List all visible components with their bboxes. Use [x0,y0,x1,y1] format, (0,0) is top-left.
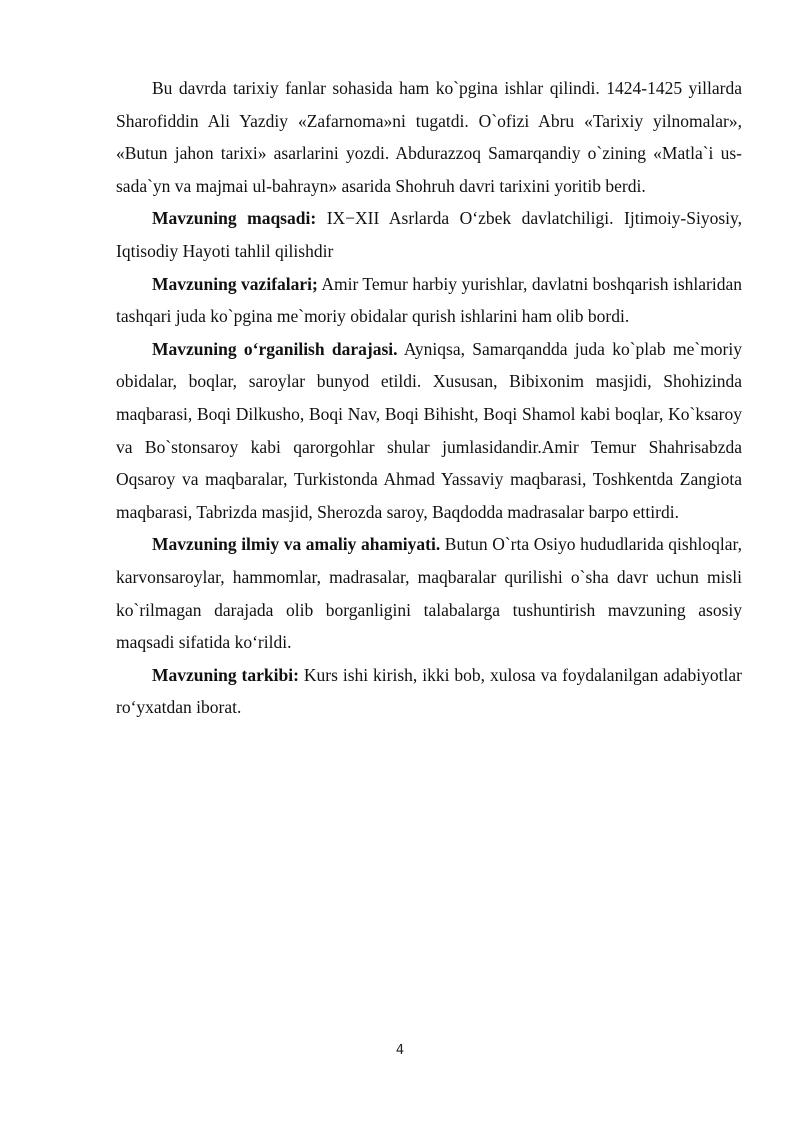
paragraph-heading: Mavzuning o‘rganilish darajasi. [152,338,398,359]
paragraph-text: Amir Temur harbiy yurishlar, davlatni boshqarish ishlaridan tashqari juda ko`pgina me`moriy obidalar qurish ishlarini ham olib bordi. [116,273,742,327]
page-body [116,72,742,724]
paragraph-text: Ayniqsa, Samarqandda juda ko`plab me`moriy obidalar, boqlar, saroylar bunyod etildi. Xususan, Bibixonim masjidi, Shohizinda maqbarasi, Boqi Dilkusho, Boqi Nav, Boqi Bihisht, Boqi Shamol kabi boqlar, Ko`ksaroy va Bo`stonsaroy kabi qarorgohlar shular jumlasidandir.Amir Temur Shahrisabzda Oqsaroy va maqbaralar, Turkistonda Ahmad Yassaviy maqbarasi, Toshkentda Zangiota maqbarasi, Tabrizda masjid, Sherozda saroy, Baqdodda madrasalar barpo ettirdi. [116,338,742,522]
page-number: 4 [395,1043,405,1058]
paragraph-text: Kurs ishi kirish, ikki bob, xulosa va foydalanilgan adabiyotlar ro‘yxatdan iborat. [116,664,742,718]
paragraph-goal [116,202,742,267]
paragraph-heading: Mavzuning tarkibi: [152,664,299,685]
paragraph-text: Butun O`rta Osiyo hududlarida qishloqlar, karvonsaroylar, hammomlar, madrasalar, maqbaralar qurilishi o`sha davr uchun misli ko`rilmagan darajada olib borganligini talabalarga tushuntirish mavzuning asosiy maqsadi sifatida ko‘rildi. [116,534,742,653]
paragraph-text: IX−XII Asrlarda O‘zbek davlatchiligi. Ijtimoiy-Siyosiy, Iqtisodiy Hayoti tahlil qilishdir [116,208,743,261]
paragraph-significance [116,528,742,658]
paragraph-heading: Mavzuning ilmiy va amaliy ahamiyati. [152,534,441,555]
paragraph-structure [116,659,742,724]
paragraph-intro [116,72,742,202]
paragraph-tasks [116,268,742,333]
paragraph-heading: Mavzuning vazifalari; [152,273,318,294]
paragraph-text: Bu davrda tarixiy fanlar sohasida ham ko`pgina ishlar qilindi. 1424-1425 yillarda Sharofiddin Ali Yazdiy «Zafarnoma»ni tugatdi. O`ofizi Abru «Tarixiy yilnomalar», «Butun jahon tarixi» asarlarini yozdi. Abdurazzoq Samarqandiy o`zining «Matla`i us-sada`yn va majmai ul-bahrayn» asarida Shohruh davri tarixini yoritib berdi. [116,78,742,196]
paragraph-heading: Mavzuning maqsadi: [152,208,317,229]
paragraph-study-level [116,333,742,529]
